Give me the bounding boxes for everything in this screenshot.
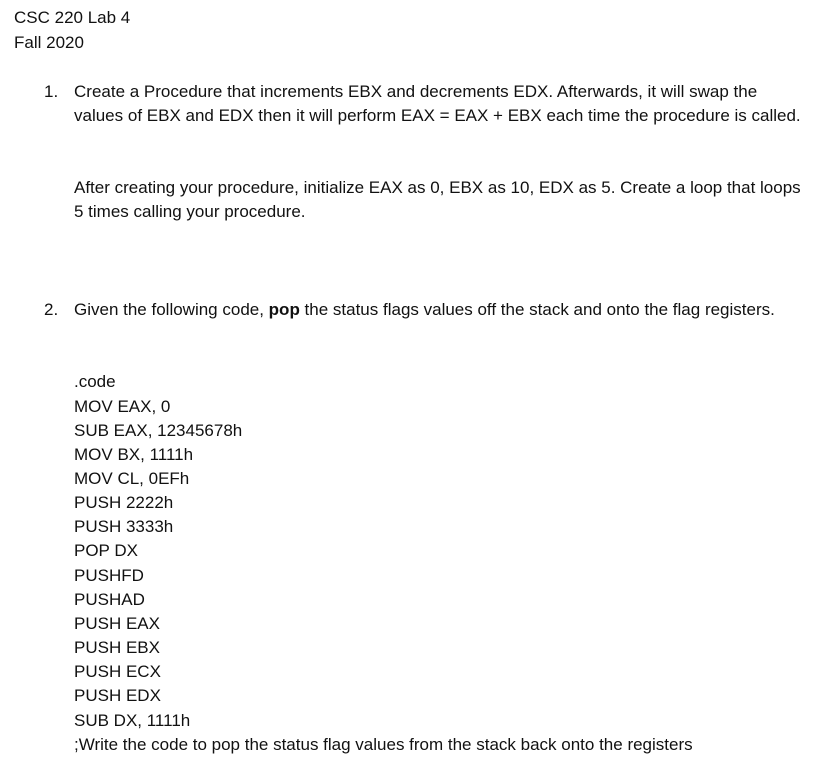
code-line: PUSHAD <box>74 590 145 609</box>
code-line: PUSH ECX <box>74 662 161 681</box>
code-line: MOV CL, 0EFh <box>74 469 190 488</box>
question-1-instructions <box>74 176 804 224</box>
question-number: 1. <box>44 82 59 101</box>
term-label: Fall 2020 <box>14 33 84 52</box>
code-comment: ;Write the code to pop the status flag values from the stack back onto the registers <box>74 735 693 754</box>
code-line: POP DX <box>74 541 138 560</box>
code-line: PUSH 2222h <box>74 493 174 512</box>
code-line: PUSHFD <box>74 566 144 585</box>
code-line: SUB DX, 1111h <box>74 711 191 730</box>
course-title: CSC 220 Lab 4 <box>14 8 131 27</box>
question-1-text <box>74 80 804 128</box>
code-line: PUSH EDX <box>74 686 161 705</box>
intro-text: the status flags values off the stack and onto the flag registers. <box>299 300 775 319</box>
question-2-intro <box>74 298 804 322</box>
code-line: PUSH EBX <box>74 638 160 657</box>
code-line: SUB EAX, 12345678h <box>74 421 243 440</box>
intro-bold-word: pop <box>268 300 300 319</box>
question-1-paragraph: After creating your procedure, initialize EAX as 0, EBX as 10, EDX as 5. Create a loop that loops 5 times calling your procedure. <box>74 178 801 221</box>
code-line: .code <box>74 372 116 391</box>
code-line: PUSH EAX <box>74 614 160 633</box>
code-line: MOV BX, 1111h <box>74 445 194 464</box>
code-line: PUSH 3333h <box>74 517 174 536</box>
code-line: MOV EAX, 0 <box>74 397 171 416</box>
question-number: 2. <box>44 300 59 319</box>
question-1-paragraph: Create a Procedure that increments EBX and decrements EDX. Afterwards, it will swap the values of EBX and EDX then it will perform EAX = EAX + EBX each time the procedure is called. <box>74 82 801 125</box>
intro-text: Given the following code, <box>74 300 269 319</box>
